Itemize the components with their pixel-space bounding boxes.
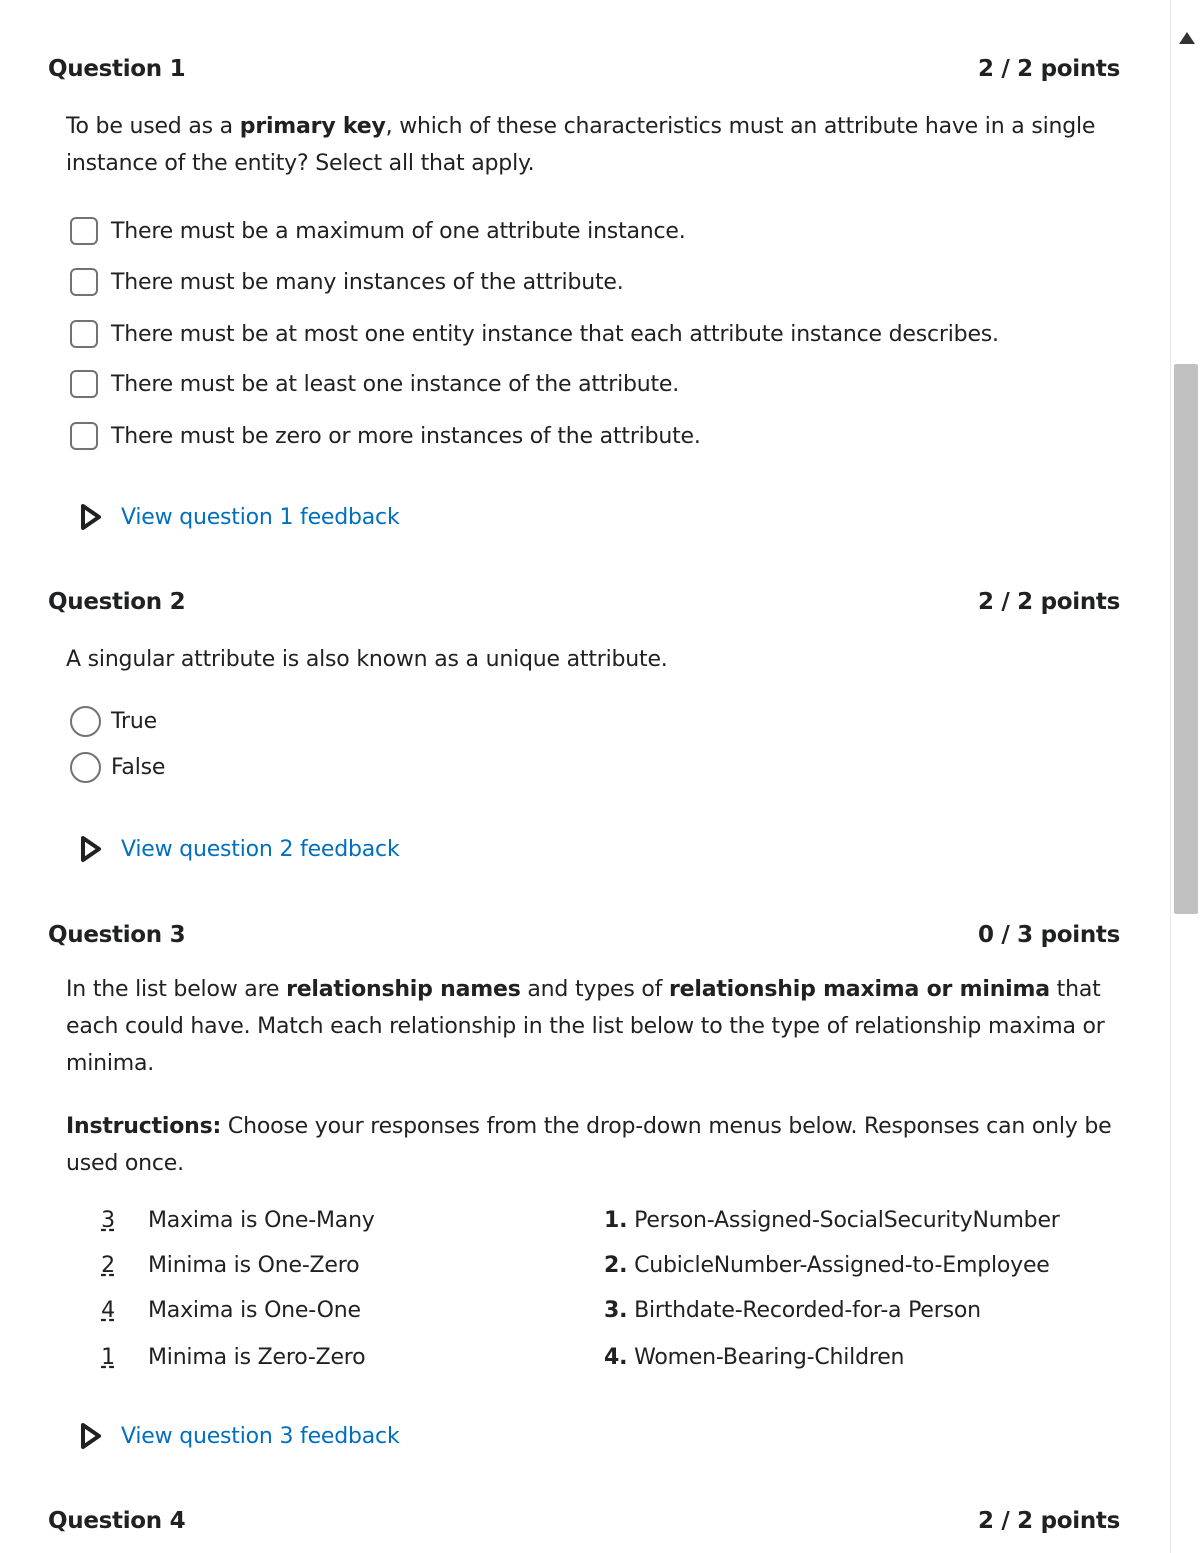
caret-right-icon bbox=[80, 1422, 102, 1450]
question-1-text: To be used as a primary key, which of these characteristics must an attribute have in a single instance of the entity? Select all that apply. bbox=[66, 114, 1096, 176]
question-2-option-true[interactable] bbox=[70, 706, 157, 737]
option-label: There must be zero or more instances of the attribute. bbox=[111, 423, 701, 449]
question-2-points: 2 / 2 points bbox=[977, 589, 1120, 615]
question-3-title: Question 3 bbox=[48, 922, 186, 948]
question-3-text: In the list below are relationship names and types of relationship maxima or minima that each could have. Match each relationship in the list below to the type of relationship maxima or minima. bbox=[66, 977, 1105, 1076]
question-3-feedback-toggle[interactable] bbox=[80, 1422, 400, 1450]
question-3-instructions: Instructions: Choose your responses from the drop-down menus below. Responses can only be used once. bbox=[66, 1114, 1112, 1176]
match-row-1[interactable] bbox=[78, 1208, 375, 1233]
question-1-option-3[interactable] bbox=[70, 320, 999, 348]
option-label: True bbox=[111, 709, 157, 734]
question-2-header bbox=[48, 589, 1120, 615]
question-1-option-5[interactable] bbox=[70, 422, 701, 450]
question-4-title: Question 4 bbox=[48, 1508, 186, 1534]
feedback-link[interactable]: View question 2 feedback bbox=[121, 836, 400, 862]
question-2-feedback-toggle[interactable] bbox=[80, 835, 400, 863]
match-answer[interactable]: 2 bbox=[101, 1253, 115, 1278]
match-row-2[interactable] bbox=[78, 1253, 359, 1278]
match-choice-4: 4. Women-Bearing-Children bbox=[604, 1345, 905, 1370]
question-1-title: Question 1 bbox=[48, 56, 186, 82]
match-label: Minima is Zero-Zero bbox=[148, 1345, 366, 1370]
checkbox[interactable] bbox=[70, 320, 98, 348]
question-1-header bbox=[48, 56, 1120, 82]
question-1-option-2[interactable] bbox=[70, 268, 624, 296]
caret-right-icon bbox=[80, 835, 102, 863]
question-2-option-false[interactable] bbox=[70, 752, 165, 783]
question-2-text: A singular attribute is also known as a unique attribute. bbox=[66, 647, 668, 672]
option-label: There must be many instances of the attribute. bbox=[111, 269, 624, 295]
option-label: There must be at least one instance of the attribute. bbox=[111, 371, 680, 397]
checkbox[interactable] bbox=[70, 268, 98, 296]
feedback-link[interactable]: View question 1 feedback bbox=[121, 504, 400, 530]
checkbox[interactable] bbox=[70, 217, 98, 245]
radio-button[interactable] bbox=[70, 752, 101, 783]
question-4-header bbox=[48, 1508, 1120, 1534]
vertical-scrollbar[interactable] bbox=[1170, 0, 1200, 1553]
question-1-feedback-toggle[interactable] bbox=[80, 503, 400, 531]
question-4-points: 2 / 2 points bbox=[977, 1508, 1120, 1534]
match-row-3[interactable] bbox=[78, 1298, 361, 1323]
caret-right-icon bbox=[80, 503, 102, 531]
checkbox[interactable] bbox=[70, 422, 98, 450]
match-label: Maxima is One-Many bbox=[148, 1208, 375, 1233]
feedback-link[interactable]: View question 3 feedback bbox=[121, 1423, 400, 1449]
option-label: There must be at most one entity instance that each attribute instance describes. bbox=[111, 321, 999, 347]
option-label: False bbox=[111, 755, 166, 780]
match-answer[interactable]: 4 bbox=[101, 1298, 115, 1323]
question-1-option-4[interactable] bbox=[70, 370, 679, 398]
question-1-option-1[interactable] bbox=[70, 217, 686, 245]
question-3-points: 0 / 3 points bbox=[977, 922, 1120, 948]
question-1-points: 2 / 2 points bbox=[977, 56, 1120, 82]
match-answer[interactable]: 1 bbox=[101, 1345, 115, 1370]
scrollbar-thumb[interactable] bbox=[1174, 364, 1198, 914]
radio-button[interactable] bbox=[70, 706, 101, 737]
checkbox[interactable] bbox=[70, 370, 98, 398]
match-row-4[interactable] bbox=[78, 1345, 365, 1370]
match-label: Minima is One-Zero bbox=[148, 1253, 360, 1278]
match-answer[interactable]: 3 bbox=[101, 1208, 115, 1233]
match-choice-2: 2. CubicleNumber-Assigned-to-Employee bbox=[604, 1253, 1050, 1278]
match-label: Maxima is One-One bbox=[148, 1298, 361, 1323]
option-label: There must be a maximum of one attribute instance. bbox=[111, 218, 686, 244]
question-3-header bbox=[48, 922, 1120, 948]
scroll-up-arrow-icon[interactable] bbox=[1179, 32, 1195, 44]
question-2-title: Question 2 bbox=[48, 589, 186, 615]
match-choice-1: 1. Person-Assigned-SocialSecurityNumber bbox=[604, 1208, 1060, 1233]
match-choice-3: 3. Birthdate-Recorded-for-a Person bbox=[604, 1298, 981, 1323]
